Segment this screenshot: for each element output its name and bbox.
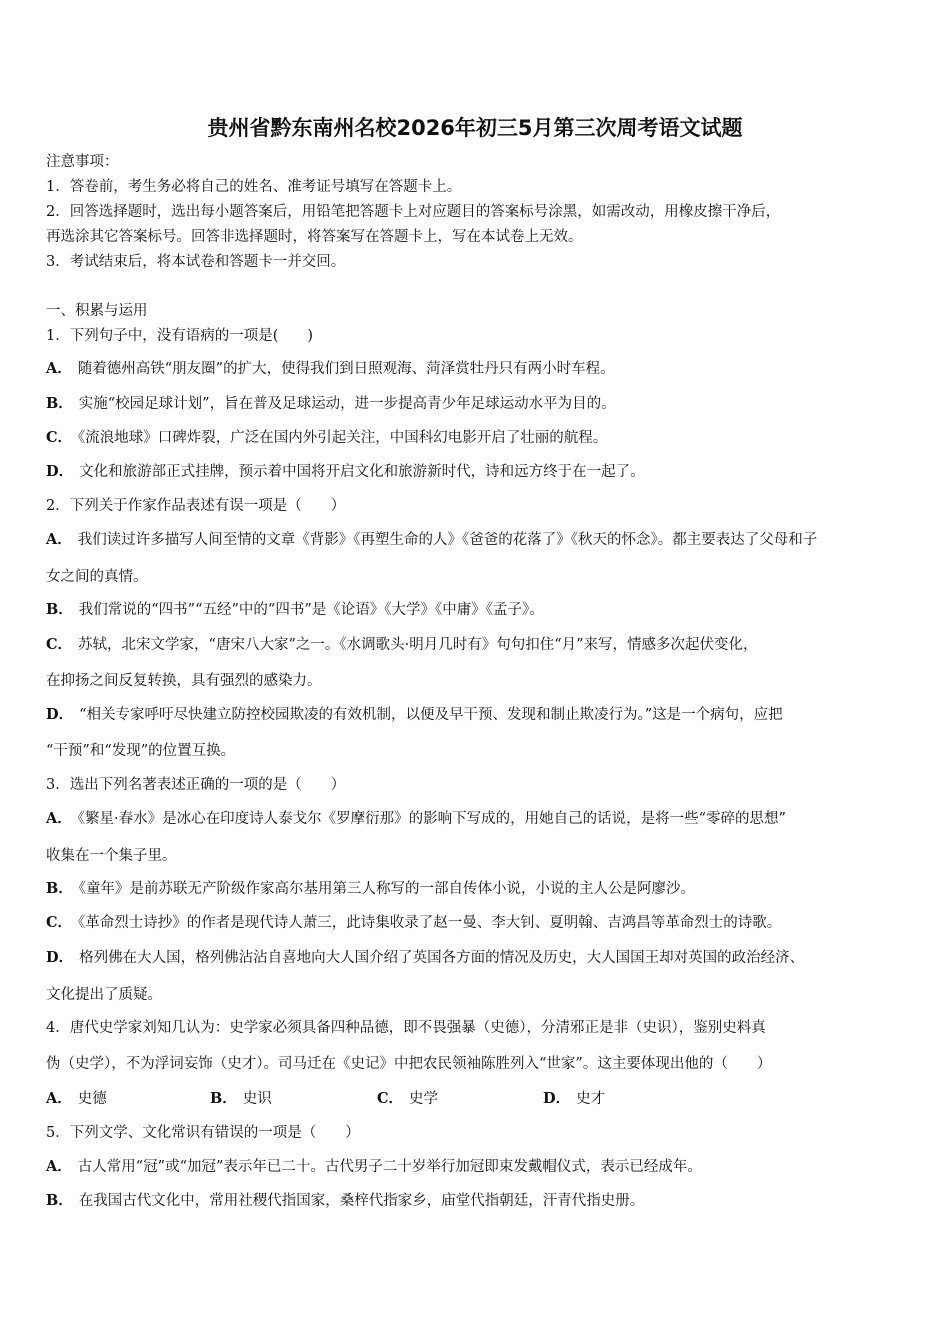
option-text: 我们读过许多描写人间至情的文章《背影》《再塑生命的人》《爸爸的花落了》《秋天的怀念》。都主要表达了父母和子 (77, 532, 818, 548)
option-label: B． (46, 395, 73, 412)
option-text: 古人常用“冠”或“加冠”表示年已二十。古代男子二十岁举行加冠即束发戴帽仪式，表示已经成年。 (77, 1159, 702, 1175)
option-continuation: 在抑扬之间反复转换，具有强烈的感染力。 (46, 673, 322, 689)
notice-heading: 注意事项： (46, 154, 119, 170)
option-text: 史识 (242, 1091, 272, 1107)
option-b (46, 600, 544, 620)
option-label: C． (46, 636, 73, 653)
option-label: A． (46, 531, 72, 548)
question-stem: 2．下列关于作家作品表述有误一项是（ ） (46, 498, 346, 514)
option-label: A． (46, 360, 72, 377)
option-label: C． (377, 1090, 404, 1107)
page-title: 贵州省黔东南州名校2026年初三5月第三次周考语文试题 (207, 116, 743, 140)
option-a (46, 359, 615, 379)
option-b (210, 1089, 272, 1109)
option-a (46, 1089, 107, 1109)
option-a (46, 1157, 702, 1177)
option-text: 格列佛在大人国，格列佛沾沾自喜地向大人国介绍了英国各方面的情况及历史，大人国国王却对英国的政治经济、 (79, 950, 805, 966)
question-stem: 3．选出下列名著表述正确的一项的是（ ） (46, 777, 346, 793)
option-label: C． (46, 914, 73, 931)
option-text: 在我国古代文化中，常用社稷代指国家，桑梓代指家乡，庙堂代指朝廷，汗青代指史册。 (78, 1193, 645, 1209)
option-text: 《繁星·春水》是冰心在印度诗人泰戈尔《罗摩衍那》的影响下写成的，用她自己的话说，是将一些“零碎的思想” (77, 811, 786, 827)
option-d (46, 705, 783, 725)
question-stem: 4．唐代史学家刘知几认为：史学家必须具备四种品德，即不畏强暴（史德），分清邪正是非（史识），鉴别史料真 (46, 1020, 766, 1036)
option-continuation: 女之间的真情。 (46, 569, 148, 585)
option-text: “相关专家呼吁尽快建立防控校园欺凌的有效机制，以便及早干预、发现和制止欺凌行为。”这是一个病句，应把 (79, 707, 783, 723)
option-continuation: “干预”和“发现”的位置互换。 (46, 743, 236, 759)
option-label: B． (46, 880, 73, 897)
option-c (46, 428, 607, 448)
option-continuation: 收集在一个集子里。 (46, 848, 177, 864)
option-c (46, 635, 758, 655)
option-label: D． (46, 949, 74, 966)
option-d (46, 948, 804, 968)
option-label: A． (46, 1090, 72, 1107)
notice-item: 3．考试结束后，将本试卷和答题卡一并交回。 (46, 254, 346, 270)
option-text: 《革命烈士诗抄》的作者是现代诗人萧三，此诗集收录了赵一曼、李大钊、夏明翰、吉鸿昌等革命烈士的诗歌。 (78, 915, 782, 931)
option-text: 我们常说的“四书”“五经”中的“四书”是《论语》《大学》《中庸》《孟子》。 (78, 602, 544, 618)
option-text: 《童年》是前苏联无产阶级作家高尔基用第三人称写的一部自传体小说，小说的主人公是阿廖沙。 (78, 881, 696, 897)
question-stem: 5．下列文学、文化常识有错误的一项是（ ） (46, 1125, 360, 1141)
option-label: B． (46, 601, 73, 618)
option-d (543, 1089, 605, 1109)
option-label: A． (46, 810, 72, 827)
question-stem-continuation: 伪（史学），不为浮词妄饰（史才）。司马迁在《史记》中把农民领袖陈胜列入“世家”。这主要体现出他的（ ） (46, 1056, 772, 1072)
option-text: 史学 (409, 1091, 439, 1107)
option-d (46, 462, 645, 482)
option-label: B． (210, 1090, 237, 1107)
option-text: 随着德州高铁“朋友圈”的扩大，使得我们到日照观海、菏泽赏牡丹只有两小时车程。 (77, 361, 615, 377)
option-text: 文化和旅游部正式挂牌，预示着中国将开启文化和旅游新时代，诗和远方终于在一起了。 (79, 464, 645, 480)
section-heading: 一、积累与运用 (46, 303, 148, 319)
option-b (46, 1191, 644, 1211)
option-text: 苏轼，北宋文学家，“唐宋八大家”之一。《水调歌头·明月几时有》句句扣住“月”来写，情感多次起伏变化， (78, 637, 758, 653)
option-b (46, 394, 616, 414)
option-c (377, 1089, 438, 1109)
question-stem: 1．下列句子中，没有语病的一项是( ) (46, 328, 314, 344)
option-text: 《流浪地球》口碑炸裂，广泛在国内外引起关注，中国科幻电影开启了壮丽的航程。 (78, 430, 608, 446)
option-label: B． (46, 1192, 73, 1209)
option-a (46, 809, 786, 829)
option-label: C． (46, 429, 73, 446)
option-text: 史德 (77, 1091, 107, 1107)
option-c (46, 913, 781, 933)
option-label: D． (46, 706, 74, 723)
option-text: 史才 (576, 1091, 606, 1107)
option-continuation: 文化提出了质疑。 (46, 987, 162, 1003)
notice-item: 1．答卷前，考生务必将自己的姓名、准考证号填写在答题卡上。 (46, 179, 462, 195)
option-text: 实施“校园足球计划”，旨在普及足球运动，进一步提高青少年足球运动水平为目的。 (78, 396, 616, 412)
option-a (46, 530, 817, 550)
notice-item: 2．回答选择题时，选出每小题答案后，用铅笔把答题卡上对应题目的答案标号涂黑，如需改动，用橡皮擦干净后， (46, 204, 781, 220)
option-label: A． (46, 1158, 72, 1175)
notice-item: 再选涂其它答案标号。回答非选择题时，将答案写在答题卡上，写在本试卷上无效。 (46, 229, 583, 245)
option-label: D． (543, 1090, 571, 1107)
option-b (46, 879, 695, 899)
option-label: D． (46, 463, 74, 480)
